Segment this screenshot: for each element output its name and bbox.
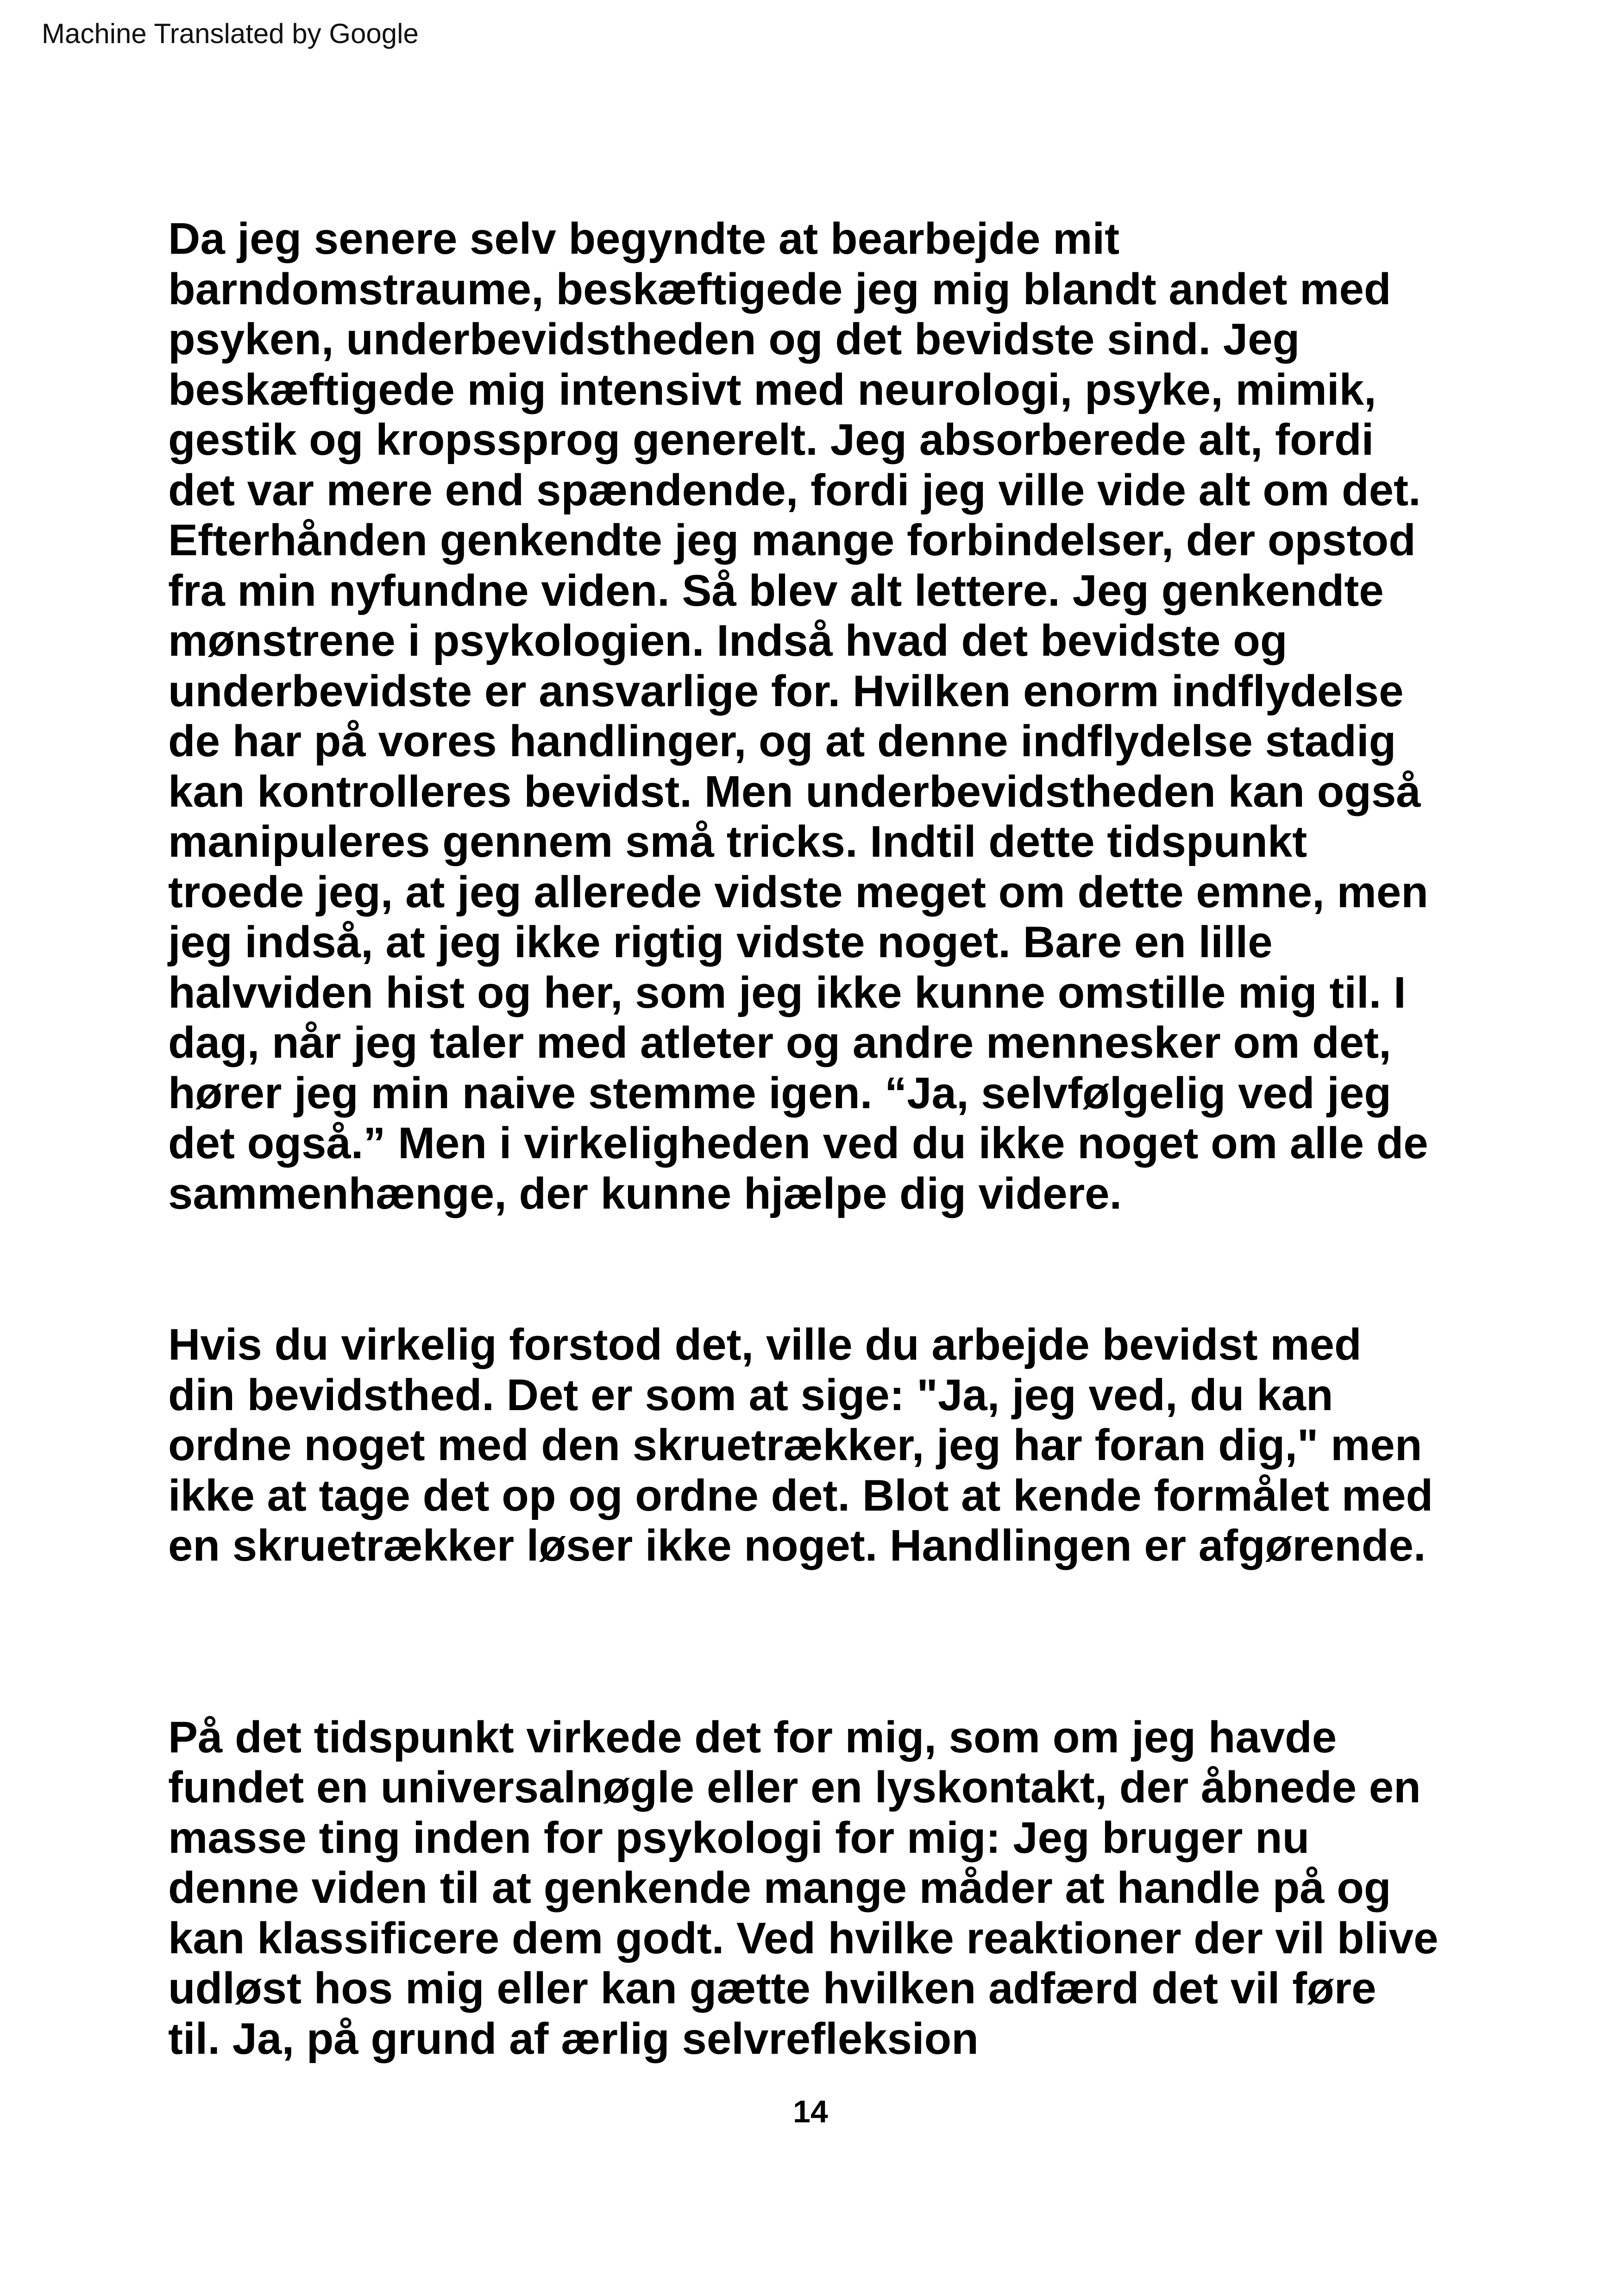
text-line: de har på vores handlinger, og at denne indflydelse stadig bbox=[168, 716, 1396, 766]
text-line: din bevidsthed. Det er som at sige: "Ja, jeg ved, du kan bbox=[168, 1370, 1333, 1420]
text-line: kan kontrolleres bevidst. Men underbevidstheden kan også bbox=[168, 766, 1421, 816]
text-line: halvviden hist og her, som jeg ikke kunne omstille mig til. I bbox=[168, 967, 1406, 1017]
text-line: troede jeg, at jeg allerede vidste meget om dette emne, men bbox=[168, 867, 1428, 917]
text-line: masse ting inden for psykologi for mig: Jeg bruger nu bbox=[168, 1813, 1310, 1863]
machine-translation-note: Machine Translated by Google bbox=[42, 18, 419, 49]
text-line: ikke at tage det op og ordne det. Blot at kende formålet med bbox=[168, 1470, 1433, 1520]
text-line: jeg indså, at jeg ikke rigtig vidste noget. Bare en lille bbox=[168, 917, 1273, 967]
text-line: Hvis du virkelig forstod det, ville du arbejde bevidst med bbox=[168, 1320, 1362, 1369]
text-line: det også.” Men i virkeligheden ved du ikke noget om alle de bbox=[168, 1118, 1428, 1168]
text-line: Da jeg senere selv begyndte at bearbejde mit bbox=[168, 214, 1120, 263]
text-line: sammenhænge, der kunne hjælpe dig videre. bbox=[168, 1168, 1122, 1218]
text-line: udløst hos mig eller kan gætte hvilken adfærd det vil føre bbox=[168, 1964, 1376, 2013]
text-line: barndomstraume, beskæftigede jeg mig blandt andet med bbox=[168, 264, 1391, 314]
text-line: underbevidste er ansvarlige for. Hvilken enorm indflydelse bbox=[168, 666, 1404, 716]
text-line: mønstrene i psykologien. Indså hvad det bevidste og bbox=[168, 616, 1288, 665]
text-line: ordne noget med den skruetrækker, jeg har foran dig," men bbox=[168, 1420, 1422, 1470]
text-line: til. Ja, på grund af ærlig selvrefleksion bbox=[168, 2014, 979, 2064]
text-line: en skruetrækker løser ikke noget. Handlingen er afgørende. bbox=[168, 1521, 1426, 1570]
text-line: denne viden til at genkende mange måder at handle på og bbox=[168, 1863, 1391, 1913]
paragraph-3 bbox=[168, 1713, 1465, 2064]
text-line: psyken, underbevidstheden og det bevidste sind. Jeg bbox=[168, 314, 1300, 364]
text-line: Efterhånden genkendte jeg mange forbindelser, der opstod bbox=[168, 515, 1416, 565]
page-body bbox=[168, 214, 1465, 2064]
text-line: fundet en universalnøgle eller en lyskontakt, der åbnede en bbox=[168, 1763, 1421, 1812]
paragraph-1 bbox=[168, 214, 1465, 1219]
text-line: gestik og kropssprog generelt. Jeg absorberede alt, fordi bbox=[168, 415, 1374, 464]
page-number: 14 bbox=[793, 2094, 828, 2129]
text-line: dag, når jeg taler med atleter og andre mennesker om det, bbox=[168, 1018, 1391, 1067]
text-line: På det tidspunkt virkede det for mig, som om jeg havde bbox=[168, 1712, 1337, 1762]
text-line: manipuleres gennem små tricks. Indtil dette tidspunkt bbox=[168, 817, 1307, 866]
paragraph-2 bbox=[168, 1320, 1465, 1571]
text-line: fra min nyfundne viden. Så blev alt lettere. Jeg genkendte bbox=[168, 565, 1384, 615]
text-line: hører jeg min naive stemme igen. “Ja, selvfølgelig ved jeg bbox=[168, 1068, 1391, 1118]
text-line: kan klassificere dem godt. Ved hvilke reaktioner der vil blive bbox=[168, 1913, 1439, 1963]
text-line: det var mere end spændende, fordi jeg ville vide alt om det. bbox=[168, 465, 1421, 515]
text-line: beskæftigede mig intensivt med neurologi, psyke, mimik, bbox=[168, 364, 1376, 414]
